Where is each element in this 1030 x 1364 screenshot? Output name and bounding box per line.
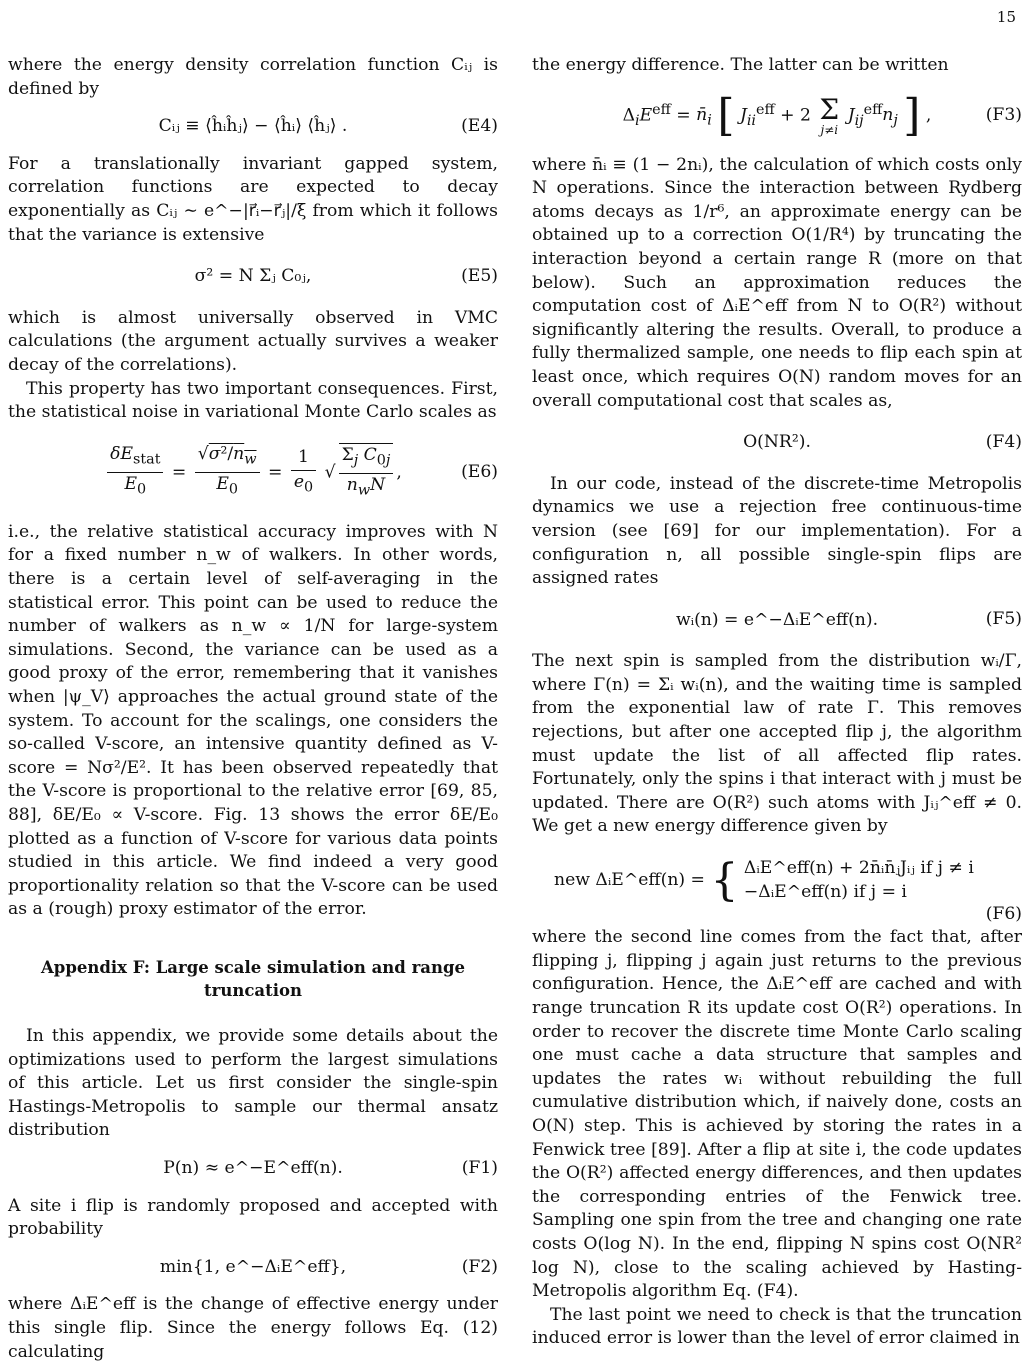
paragraph: The last point we need to check is that the truncation induced error is lower than the level of error claimed in <box>532 1304 1022 1349</box>
equation-number: (F3) <box>985 104 1022 125</box>
equation-body: Cᵢⱼ ≡ ⟨ĥᵢĥⱼ⟩ − ⟨ĥᵢ⟩ ⟨ĥⱼ⟩ . <box>158 116 348 137</box>
equation-body: O(NR²). <box>743 432 811 453</box>
equation-lhs: new ΔᵢE^eff(n) = <box>554 870 705 891</box>
equation-body: min{1, e^−ΔᵢE^eff}, <box>159 1256 347 1277</box>
equation-f6 <box>532 854 1022 924</box>
paragraph: This property has two important consequences. First, the statistical noise in variational Monte Carlo scales as <box>8 378 498 423</box>
equation-case: −ΔᵢE^eff(n) if j = i <box>743 881 907 902</box>
paragraph: where ΔᵢE^eff is the change of effective energy under this single flip. Since the energy follows Eq. (12) calculating <box>8 1294 498 1362</box>
equation-body: $\frac{\delta E_{stat}}{E_0}$ = $\frac{√\sigma^2/n_w}{E_0}$ = $\frac{1}{e_0}$ √ $\frac{\Sigma_j C_{0j}}{n_wN}$ , <box>104 443 402 503</box>
equation-number: (F2) <box>461 1256 498 1277</box>
equation-f5 <box>532 609 1022 633</box>
equation-number: (E5) <box>461 266 498 287</box>
equation-body: P(n) ≈ e^−E^eff(n). <box>163 1158 343 1179</box>
equation-f1 <box>8 1157 498 1181</box>
paragraph: The next spin is sampled from the distribution wᵢ/Γ, where Γ(n) = Σᵢ wᵢ(n), and the waiting time is sampled from the exponential law of rate Γ. This removes rejections, but after one accepted flip j, the algorithm must update the list of all affected flip rates. Fortunately, only the spins i that interact with j must be updated. There are O(R²) such atoms with Jᵢⱼ^eff ≠ 0. We get a new energy difference given by <box>532 651 1022 837</box>
paragraph: the energy difference. The latter can be written <box>532 55 949 75</box>
paragraph: where the energy density correlation function Cᵢⱼ is defined by <box>8 55 498 99</box>
paragraph: In this appendix, we provide some details about the optimizations used to perform the largest simulations of this article. Let us first consider the single-spin Hastings-Metropolis to sample our thermal ansatz distribution <box>8 1026 498 1141</box>
left-column <box>8 54 498 1364</box>
paragraph: In our code, instead of the discrete-time Metropolis dynamics we use a rejection free continuous-time version (see [69] for our implementation). For a configuration n, all possible single-spin flips are assigned rates <box>532 473 1022 589</box>
page-number: 15 <box>996 8 1016 26</box>
equation-e5 <box>8 265 498 289</box>
equation-f2 <box>8 1256 498 1280</box>
paragraph: A site i flip is randomly proposed and accepted with probability <box>8 1195 498 1240</box>
equation-body: new ΔᵢE^eff(n) = { ΔᵢE^eff(n) + 2n̄ᵢn̄ⱼJᵢⱼ if j ≠ i −ΔᵢE^eff(n) if j = i <box>554 854 974 906</box>
equation-number: (F4) <box>985 432 1022 453</box>
section-title: Appendix F: Large scale simulation and range truncation <box>40 957 465 1001</box>
right-column <box>532 54 1022 1351</box>
paragraph: i.e., the relative statistical accuracy improves with N for a fixed number n_w of walkers. In other words, there is a certain level of self-averaging in the statistical error. This point can be used to reduce the number of walkers as n_w ∝ 1/N for large-system simulations. Second, the variance can be used as a good proxy of the error, remembering that it vanishes when |ψ_V⟩ approaches the actual ground state of the system. To account for the scalings, one considers the so-called V-score, an intensive quantity defined as V-score = Nσ²/E². It has been observed repeatedly that the V-score is proportional to the relative error [69, 85, 88], δE/E₀ ∝ V-score. Fig. 13 shows the error δE/E₀ plotted as a function of V-score for various data points studied in this article. We find indeed a very good proportionality relation so that the V-score can be used as a (rough) proxy estimator of the error. <box>8 521 498 920</box>
equation-e6 <box>8 443 498 503</box>
equation-number: (E4) <box>461 116 498 137</box>
paragraph: For a translationally invariant gapped system, correlation functions are expected to decay exponentially as Cᵢⱼ ∼ e^−|r⃗ᵢ−r⃗ⱼ|/ξ from which it follows that the variance is extensive <box>8 153 498 245</box>
equation-body: $\Delta_iE^{eff}$ = $n̄_i$ [ $J_{ii}^{eff} + 2$ Σ j≠i $J_{ij}^{eff}n_j$ ] , <box>622 89 932 141</box>
equation-number: (E6) <box>461 461 498 482</box>
paragraph: where the second line comes from the fact that, after flipping j, flipping j again just returns to the previous configuration. Hence, the ΔᵢE^eff are cached and with range truncation R its update cost O(R²) operations. In order to recover the discrete time Monte Carlo scaling one must cache a data structure that samples and updates the rates wᵢ without rebuilding the full cumulative distribution which, if naively done, costs an O(N) step. This is achieved by storing the rates in a Fenwick tree [89]. After a flip at site i, the code updates the O(R²) affected energy differences, and then updates the corresponding entries of the Fenwick tree. Sampling one spin from the tree and changing one rate costs O(log N). In the end, flipping N spins cost O(NR² log N), close to the scaling achieved by Hasting-Metropolis algorithm Eq. (F4). <box>532 927 1022 1302</box>
equation-e4 <box>8 115 498 139</box>
equation-number: (F6) <box>985 903 1022 924</box>
equation-f3 <box>532 89 1022 141</box>
equation-number: (F1) <box>461 1158 498 1179</box>
equation-f4 <box>532 431 1022 455</box>
paragraph: where n̄ᵢ ≡ (1 − 2nᵢ), the calculation of which costs only N operations. Since the interaction between Rydberg atoms decays as 1/r⁶, an approximate energy can be obtained up to a correction O(1/R⁴) by truncating the interaction beyond a certain range R (more on that below). Such an approximation reduces the computation cost of ΔᵢE^eff from N to O(R²) without significantly altering the results. Overall, to produce a fully thermalized sample, one needs to flip each spin at least once, which requires O(N) random moves for an overall computational cost that scales as, <box>532 154 1022 411</box>
equation-body: σ² = N Σⱼ C₀ⱼ, <box>194 266 312 287</box>
paragraph: which is almost universally observed in VMC calculations (the argument actually survives a weaker decay of the correlations). <box>8 307 498 375</box>
equation-body: wᵢ(n) = e^−ΔᵢE^eff(n). <box>675 609 879 630</box>
equation-case: ΔᵢE^eff(n) + 2n̄ᵢn̄ⱼJᵢⱼ if j ≠ i <box>743 858 974 879</box>
equation-number: (F5) <box>985 609 1022 630</box>
